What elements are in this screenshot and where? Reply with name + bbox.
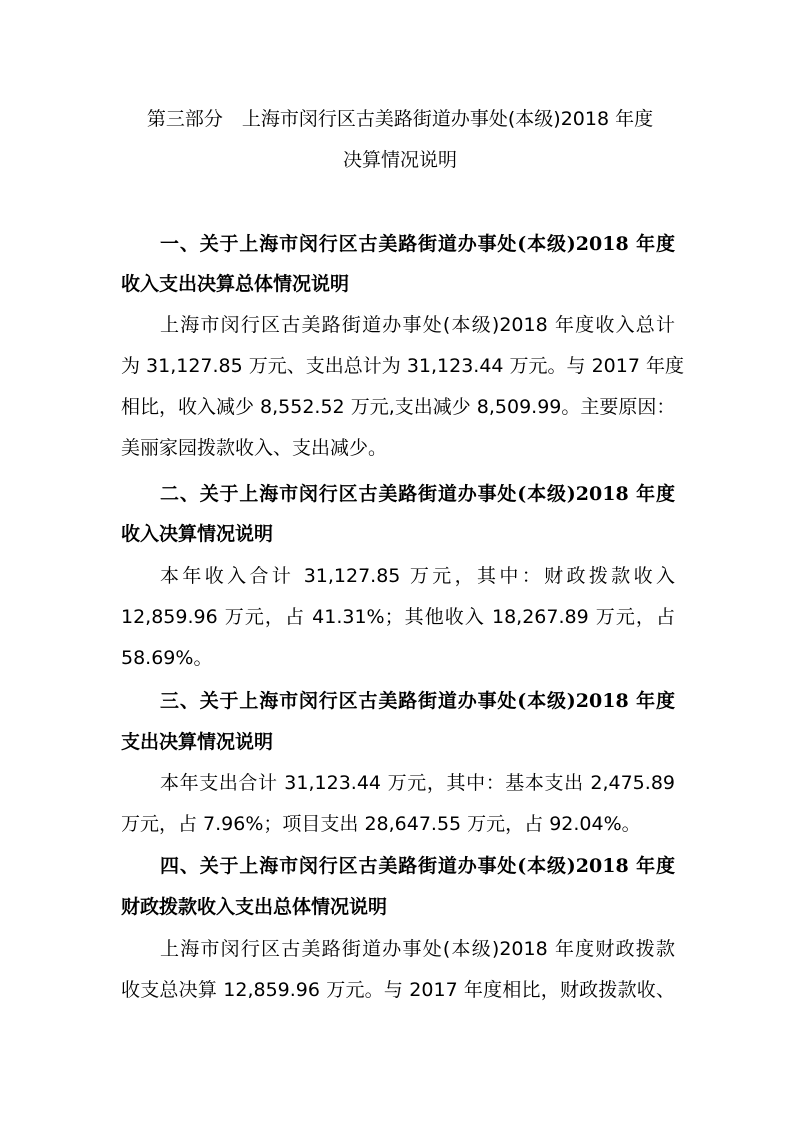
section-1-heading-line-1: 一、关于上海市闵行区古美路街道办事处(本级)2018 年度 xyxy=(160,233,675,255)
section-1-body-line-3: 相比，收入减少 8,552.52 万元,支出减少 8,509.99。主要原因： xyxy=(121,396,676,418)
section-1-body-line-1: 上海市闵行区古美路街道办事处(本级)2018 年度收入总计 xyxy=(160,314,675,336)
section-2-body-line-1: 本年收入合计 31,127.85 万元，其中：财政拨款收入 xyxy=(160,565,675,587)
section-3-body-line-2: 万元，占 7.96%；项目支出 28,647.55 万元，占 92.04%。 xyxy=(121,813,641,835)
section-1-heading-line-2: 收入支出决算总体情况说明 xyxy=(121,273,350,295)
section-2-body-line-3: 58.69%。 xyxy=(121,647,213,669)
section-4-heading-line-1: 四、关于上海市闵行区古美路街道办事处(本级)2018 年度 xyxy=(160,855,675,877)
section-3-heading-line-2: 支出决算情况说明 xyxy=(121,731,274,753)
section-1-body-line-4: 美丽家园拨款收入、支出减少。 xyxy=(121,437,388,459)
section-2-heading-line-2: 收入决算情况说明 xyxy=(121,523,274,545)
section-3-heading-line-1: 三、关于上海市闵行区古美路街道办事处(本级)2018 年度 xyxy=(160,690,675,712)
section-3-body-line-1: 本年支出合计 31,123.44 万元，其中：基本支出 2,475.89 xyxy=(160,772,675,794)
section-4-body-line-1: 上海市闵行区古美路街道办事处(本级)2018 年度财政拨款 xyxy=(160,938,675,960)
page-title-line-1: 第三部分 上海市闵行区古美路街道办事处(本级)2018 年度 xyxy=(146,108,654,130)
section-2-body-line-2: 12,859.96 万元，占 41.31%；其他收入 18,267.89 万元，占 xyxy=(121,606,675,628)
section-2-heading-line-1: 二、关于上海市闵行区古美路街道办事处(本级)2018 年度 xyxy=(160,483,675,505)
section-4-body-line-2: 收支总决算 12,859.96 万元。与 2017 年度相比，财政拨款收、 xyxy=(121,979,675,1001)
section-4-heading-line-2: 财政拨款收入支出总体情况说明 xyxy=(121,896,388,918)
section-1-body-line-2: 为 31,127.85 万元、支出总计为 31,123.44 万元。与 2017 年度 xyxy=(121,355,684,377)
page-title-line-2: 决算情况说明 xyxy=(342,149,457,171)
